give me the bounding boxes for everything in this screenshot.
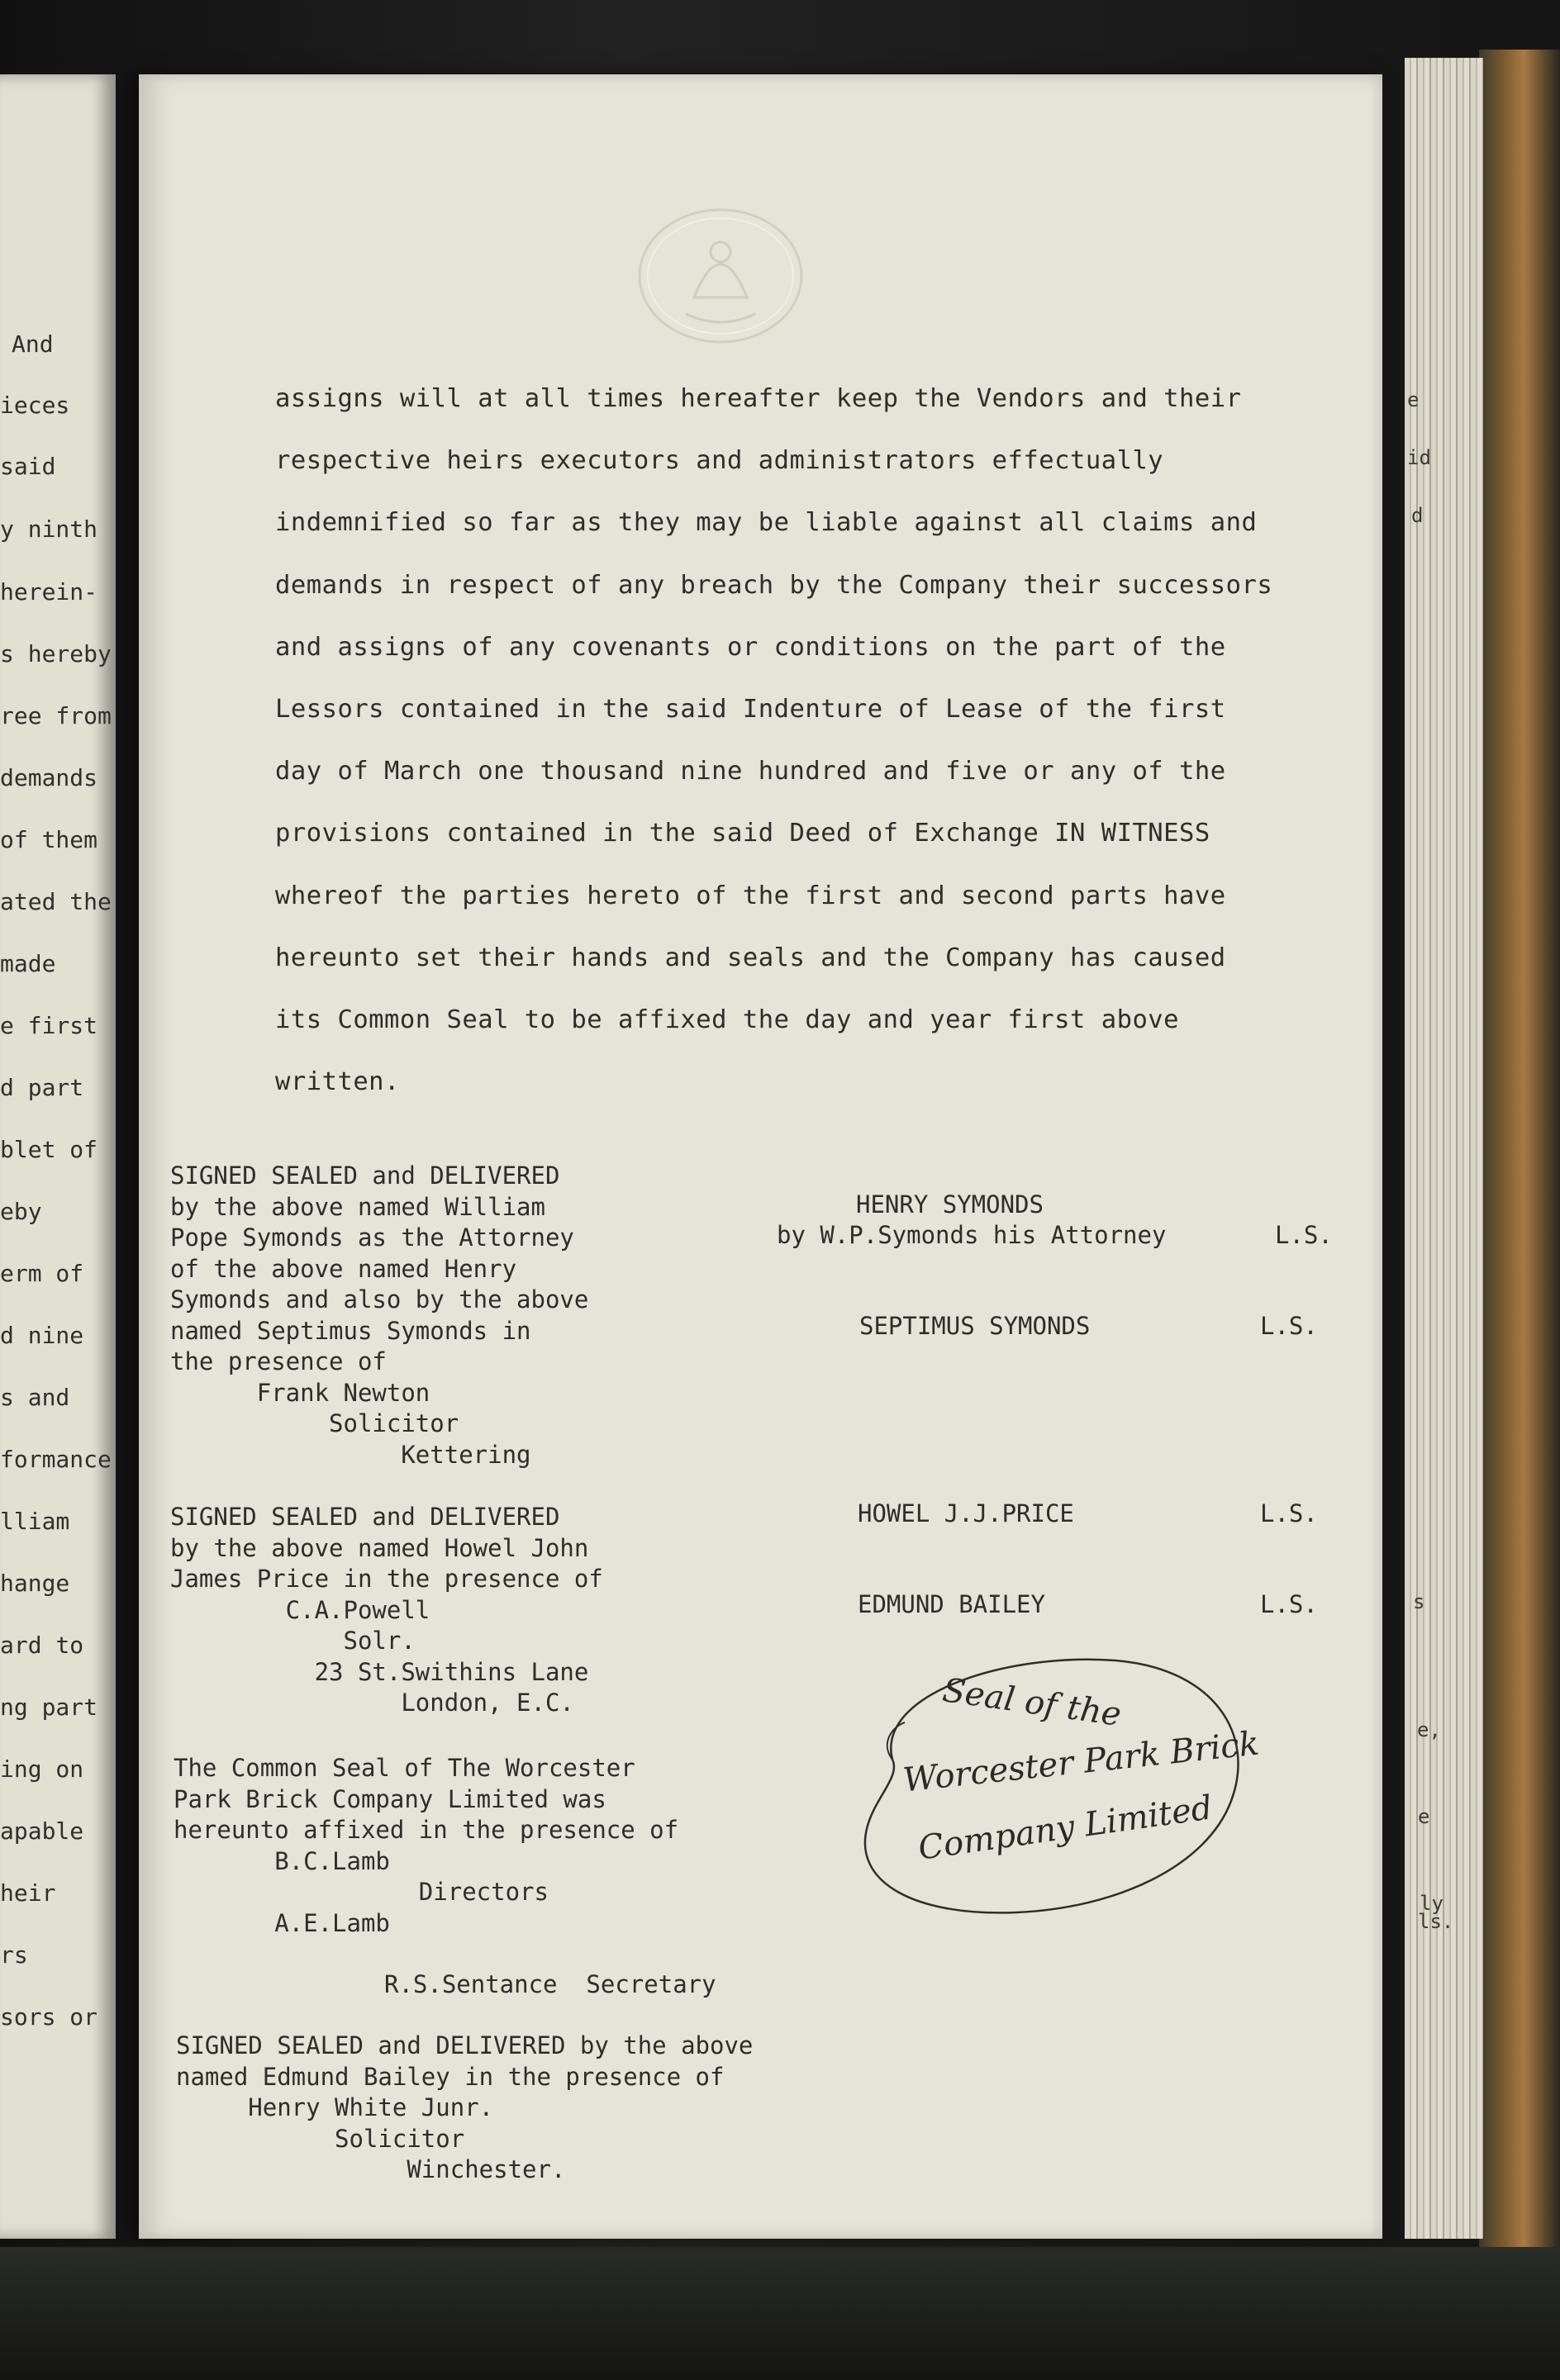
- left-page-fragment: ieces: [0, 392, 70, 419]
- right-page-fragment: e: [1407, 388, 1420, 411]
- attestation-line: Directors: [174, 1878, 549, 1906]
- attestation-line: Frank Newton: [170, 1378, 430, 1407]
- left-page-fragment: d nine: [0, 1322, 84, 1349]
- body-text-line: Lessors contained in the said Indenture of Lease of the first: [275, 695, 1226, 724]
- attestation-line: B.C.Lamb: [174, 1846, 390, 1875]
- attestation-line: Pope Symonds as the Attorney: [170, 1223, 574, 1252]
- left-page-fragment: sors or: [0, 2003, 98, 2031]
- left-page-fragment: made: [0, 950, 56, 977]
- body-text-line: demands in respect of any breach by the Company their successors: [275, 570, 1273, 600]
- signatory-edmund: EDMUND BAILEY: [858, 1590, 1045, 1618]
- left-page-fragment: herein-: [0, 578, 98, 606]
- body-text-line: day of March one thousand nine hundred and five or any of the: [275, 757, 1226, 786]
- attestation-line: London, E.C.: [170, 1689, 574, 1717]
- left-page-fragment: ree from: [0, 702, 112, 729]
- ls-mark-henry: L.S.: [1275, 1221, 1333, 1249]
- right-page-fragment: d: [1411, 504, 1424, 527]
- body-text-line: whereof the parties hereto of the first and second parts have: [275, 881, 1226, 910]
- ls-mark-edmund: L.S.: [1260, 1590, 1318, 1618]
- left-page-fragment: apable: [0, 1817, 84, 1845]
- body-text-line: its Common Seal to be affixed the day and year first above: [275, 1005, 1180, 1034]
- book-binding-edge: [0, 2247, 1560, 2380]
- left-page-fragment: d part: [0, 1074, 84, 1101]
- left-page-fragment: s and: [0, 1384, 70, 1411]
- attestation-line: C.A.Powell: [170, 1595, 430, 1624]
- attestation-line: Park Brick Company Limited was: [174, 1784, 606, 1813]
- attestation-line: of the above named Henry: [170, 1254, 517, 1283]
- seal-line-1: Seal of the: [939, 1671, 1124, 1734]
- company-seal: [843, 1644, 1261, 1921]
- body-text-line: respective heirs executors and administrators effectually: [275, 446, 1164, 476]
- left-page-fragment: hange: [0, 1570, 70, 1597]
- left-page-fragment: y ninth: [0, 515, 98, 543]
- left-page-fragment: blet of: [0, 1136, 98, 1163]
- attestation-line: A.E.Lamb: [174, 1908, 390, 1937]
- signatory-henry-attorney: by W.P.Symonds his Attorney: [777, 1221, 1167, 1249]
- attestation-line: named Edmund Bailey in the presence of: [176, 2062, 725, 2091]
- body-text-line: written.: [275, 1067, 400, 1097]
- right-page-fragment: id: [1407, 446, 1431, 469]
- attestation-line: by the above named William: [170, 1192, 545, 1221]
- right-page-fragment: s: [1413, 1590, 1425, 1613]
- attestation-line: SIGNED SEALED and DELIVERED: [170, 1503, 560, 1531]
- right-page-fragment: e,: [1417, 1718, 1441, 1741]
- left-facing-page: [0, 74, 116, 2239]
- left-page-fragment: formance: [0, 1446, 112, 1473]
- attestation-line: named Septimus Symonds in: [170, 1316, 531, 1345]
- seal-line-3: Company Limited: [916, 1789, 1215, 1868]
- attestation-line: Solicitor: [170, 1409, 459, 1437]
- secretary-text: R.S.Sentance Secretary: [384, 1970, 716, 1998]
- attestation-line: James Price in the presence of: [170, 1565, 603, 1593]
- attestation-line: SIGNED SEALED and DELIVERED by the above: [176, 2031, 754, 2059]
- body-text-line: provisions contained in the said Deed of Exchange IN WITNESS: [275, 819, 1210, 848]
- left-page-fragment: of them: [0, 826, 98, 853]
- secretary-line: [384, 1969, 716, 2001]
- left-page-fragment: demands: [0, 764, 98, 791]
- marbled-cover-edge: [1479, 50, 1560, 2247]
- attestation-line: Symonds and also by the above: [170, 1285, 589, 1314]
- left-page-fragment: e first: [0, 1012, 98, 1039]
- attestation-line: The Common Seal of The Worcester: [174, 1754, 635, 1782]
- body-text-line: assigns will at all times hereafter keep the Vendors and their: [275, 384, 1242, 413]
- attestation-line: Solicitor: [176, 2124, 465, 2153]
- attestation-line: Kettering: [170, 1440, 531, 1469]
- right-page-fragment: ly: [1420, 1892, 1443, 1915]
- left-page-fragment: rs: [0, 1941, 28, 1969]
- embossed-crest-icon: [636, 207, 805, 345]
- left-page-fragment: heir: [0, 1879, 56, 1907]
- left-page-fragment: erm of: [0, 1260, 84, 1287]
- attestation-line: Winchester.: [176, 2155, 566, 2183]
- left-page-fragment: said: [0, 453, 56, 480]
- signatory-septimus: SEPTIMUS SYMONDS: [859, 1312, 1091, 1340]
- right-page-fragment: e: [1418, 1805, 1430, 1828]
- ls-mark-septimus: L.S.: [1260, 1312, 1318, 1340]
- left-page-fragment: eby: [0, 1198, 42, 1225]
- left-page-fragment: ard to: [0, 1632, 84, 1659]
- left-page-fragment: ated the: [0, 888, 112, 915]
- attestation-price: [170, 1502, 603, 1719]
- body-text-line: indemnified so far as they may be liable against all claims and: [275, 508, 1258, 538]
- right-page-fragment: ls.: [1418, 1910, 1454, 1933]
- signatory-henry: HENRY SYMONDS: [856, 1190, 1044, 1219]
- attestation-line: 23 St.Swithins Lane: [170, 1657, 589, 1686]
- left-page-fragment: ing on: [0, 1755, 84, 1783]
- attestation-bailey: [176, 2031, 753, 2186]
- attestation-line: Solr.: [170, 1627, 416, 1655]
- body-text-line: hereunto set their hands and seals and the Company has caused: [275, 943, 1226, 972]
- attestation-common-seal: [174, 1753, 678, 1939]
- left-page-fragment: And: [12, 330, 54, 358]
- attestation-line: SIGNED SEALED and DELIVERED: [170, 1161, 560, 1190]
- left-page-fragment: ng part: [0, 1694, 98, 1721]
- attestation-line: the presence of: [170, 1347, 387, 1375]
- left-page-fragment: lliam: [0, 1508, 70, 1535]
- signatory-howel: HOWEL J.J.PRICE: [858, 1499, 1074, 1527]
- attestation-symonds: [170, 1161, 588, 1470]
- attestation-line: Henry White Junr.: [176, 2093, 494, 2121]
- left-page-fragment: s hereby: [0, 640, 112, 667]
- body-text-line: and assigns of any covenants or conditions on the part of the: [275, 632, 1226, 662]
- seal-line-2: Worcester Park Brick: [901, 1724, 1261, 1800]
- attestation-line: hereunto affixed in the presence of: [174, 1816, 679, 1844]
- attestation-line: by the above named Howel John: [170, 1533, 589, 1562]
- ls-mark-howel: L.S.: [1260, 1499, 1318, 1527]
